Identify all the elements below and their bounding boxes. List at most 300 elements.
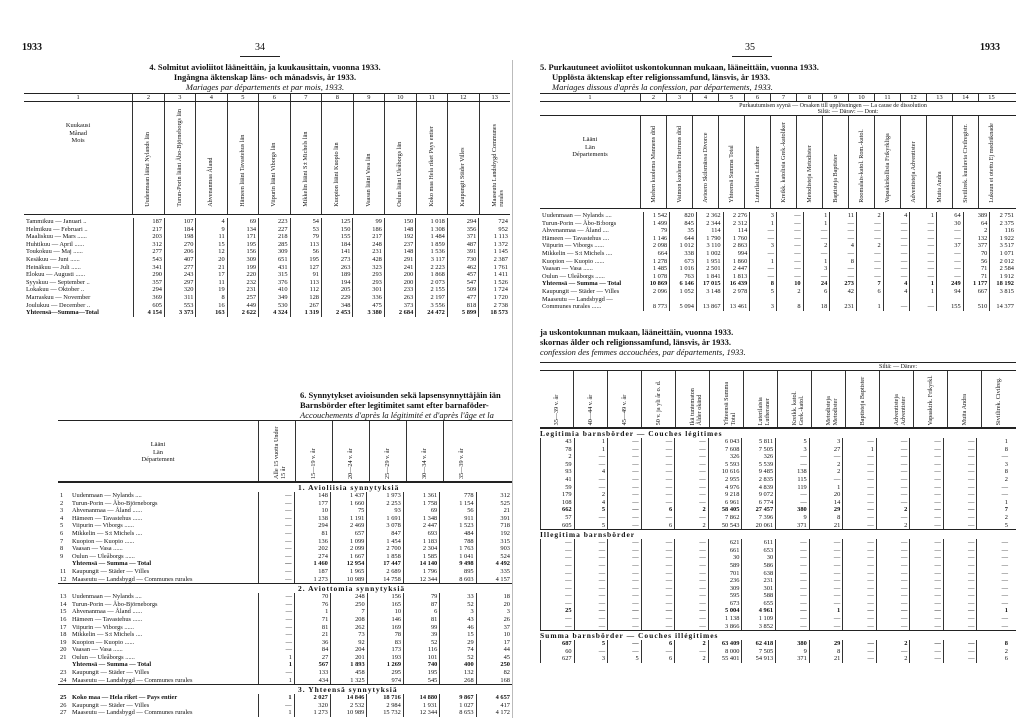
- column-header-text: Viipurin lääni Viborgs län: [270, 142, 278, 207]
- cell-value: —: [943, 615, 977, 623]
- cell-value: —: [675, 461, 709, 469]
- cell-value: 1 071: [990, 250, 1016, 258]
- cell-value: 2 684: [384, 309, 415, 317]
- cell-value: 24 472: [416, 309, 448, 317]
- cell-value: —: [608, 468, 642, 476]
- cell-value: —: [883, 220, 910, 228]
- cell-value: 8: [750, 280, 777, 288]
- cell-value: 1 760: [723, 235, 750, 243]
- cell-value: —: [883, 303, 910, 311]
- cell-value: 1 931: [403, 702, 439, 710]
- cell-value: 2 835: [742, 476, 776, 484]
- cell-value: —: [641, 547, 675, 555]
- right-year: 1933: [980, 42, 1000, 53]
- table-row: [58, 702, 512, 710]
- column-number: 5: [718, 94, 744, 101]
- cell-value: 311: [164, 294, 195, 302]
- cell-value: 323: [353, 264, 384, 272]
- column-header: [848, 116, 874, 208]
- cell-value: 605: [541, 522, 575, 530]
- cell-value: —: [574, 514, 608, 522]
- cell-value: 10: [776, 280, 803, 288]
- cell-value: 14 377: [990, 303, 1016, 311]
- row-label: Hämeen — Tavastehus ......: [71, 615, 143, 623]
- cell-value: 1 841: [696, 273, 723, 281]
- cell-value: —: [776, 273, 803, 281]
- table-row: [541, 453, 1011, 461]
- column-header: [822, 116, 848, 208]
- cell-value: —: [876, 476, 910, 484]
- cell-value: —: [876, 547, 910, 555]
- cell-value: —: [943, 491, 977, 499]
- cell-value: 657: [330, 530, 366, 538]
- table5: [540, 93, 1016, 311]
- column-header-text: Roomalais-katol. Rom.-katol.: [857, 129, 865, 203]
- cell-value: 81: [404, 616, 440, 624]
- cell-value: —: [910, 438, 944, 446]
- cell-value: 7 862: [708, 514, 742, 522]
- cell-value: —: [830, 220, 857, 228]
- cell-value: 10: [476, 631, 512, 639]
- column-header-text: Kuopion lääni Kuopio län: [333, 142, 341, 207]
- section-table: [58, 694, 512, 717]
- section-title: 3. Yhteensä synnytyksiä: [58, 684, 512, 694]
- cell-value: 1 145: [479, 248, 510, 256]
- cell-value: 1 146: [643, 235, 670, 243]
- cell-value: 297: [164, 279, 195, 287]
- cell-value: 26: [476, 616, 512, 624]
- cell-value: 1: [803, 258, 830, 266]
- cell-value: 2 863: [723, 242, 750, 250]
- cell-value: 18: [803, 303, 830, 311]
- row-number: 8: [60, 545, 64, 553]
- column-header-text: Oulun lääni Uleåborgs län: [396, 141, 404, 207]
- cell-value: —: [910, 607, 944, 615]
- table4-column-numbers: [24, 93, 510, 101]
- cell-value: 312: [133, 241, 164, 249]
- cell-value: 231: [742, 577, 776, 585]
- column-header: [709, 371, 743, 427]
- cell-value: —: [608, 453, 642, 461]
- cell-value: —: [675, 600, 709, 608]
- column-header-text: Yhteensä Summa Total: [722, 381, 737, 426]
- cell-value: 15: [196, 241, 227, 249]
- table-row: [24, 271, 510, 279]
- cell-value: 236: [708, 577, 742, 585]
- cell-value: 6 961: [708, 499, 742, 507]
- cell-value: 6: [641, 522, 675, 530]
- cell-value: 2 012: [990, 258, 1016, 266]
- table-row: [541, 640, 1011, 648]
- cell-value: —: [910, 547, 944, 555]
- section-table: [540, 438, 1010, 529]
- column-header-text: Alle 15 vuotta Under 15 år: [273, 426, 287, 479]
- cell-value: 6: [641, 506, 675, 514]
- row-label: Kuopion — Kuopio ......: [71, 537, 135, 545]
- cell-value: 10 989: [330, 576, 366, 584]
- cell-value: 14: [809, 499, 843, 507]
- cell-value: 115: [776, 476, 810, 484]
- cell-value: —: [843, 491, 877, 499]
- cell-value: 847: [367, 530, 403, 538]
- section-table: [58, 492, 512, 583]
- cell-value: 2 387: [479, 256, 510, 264]
- cell-value: 141: [321, 248, 352, 256]
- cell-value: 2 197: [416, 294, 448, 302]
- column-header-text: Baptisteja Baptister: [831, 154, 839, 203]
- column-number: 7: [290, 94, 321, 101]
- cell-value: —: [943, 484, 977, 492]
- table-row: [541, 585, 1011, 593]
- table5-span-cause: Purkautumisen syynä — Orsaken till upplösningen — La cause de dissolution: [540, 101, 1016, 109]
- cell-value: —: [675, 615, 709, 623]
- cell-value: 59: [541, 461, 575, 469]
- cell-value: 5: [574, 640, 608, 648]
- cell-value: 320: [164, 286, 195, 294]
- cell-value: 1 790: [696, 235, 723, 243]
- column-number: 4: [692, 94, 718, 101]
- cell-value: 3 373: [164, 309, 195, 317]
- cell-value: 3 148: [696, 288, 723, 296]
- section-title: Legitimia barnsbörder — Couches légitimes: [540, 428, 1016, 438]
- cell-value: —: [608, 461, 642, 469]
- column-header: [573, 371, 607, 427]
- cell-value: —: [943, 623, 977, 631]
- cell-value: —: [910, 468, 944, 476]
- table5-body: [540, 212, 1016, 311]
- cell-value: 81: [294, 530, 330, 538]
- cell-value: 3 380: [353, 309, 384, 317]
- column-header-text: Adventisteja Adventister: [892, 394, 907, 426]
- cell-value: 11: [830, 212, 857, 220]
- right-page-number: 35: [745, 42, 755, 53]
- cell-value: 2: [876, 640, 910, 648]
- cell-value: 127: [290, 264, 321, 272]
- table-row: [540, 235, 1016, 243]
- cell-value: —: [608, 623, 642, 631]
- table5-span-dont: Siltä: — Därav: — Dont:: [817, 109, 879, 115]
- cell-value: 195: [290, 256, 321, 264]
- cell-value: 1 922: [990, 235, 1016, 243]
- cell-value: 1 325: [331, 677, 367, 685]
- cell-value: —: [675, 468, 709, 476]
- table6-title: 6. Synnytykset avioisunden sekä lapsensynnyttäjäin iän: [300, 390, 501, 400]
- row-label: Kaupungit — Städer — Villes: [71, 567, 150, 575]
- column-number: 3: [164, 94, 195, 101]
- cell-value: 1 763: [440, 545, 476, 553]
- cell-value: —: [258, 492, 294, 500]
- cell-value: 1 372: [479, 241, 510, 249]
- row-label: Mikkelin — S:t Michels ....: [542, 249, 613, 257]
- cell-value: 44: [476, 646, 512, 654]
- cell-value: —: [608, 648, 642, 656]
- cell-value: [910, 296, 937, 304]
- cell-value: 2 689: [367, 568, 403, 576]
- cell-value: 3: [809, 438, 843, 446]
- column-header-text: 20—24 v. år: [347, 448, 354, 479]
- cell-value: 7 608: [708, 446, 742, 454]
- column-header: [321, 102, 352, 214]
- cell-value: —: [608, 585, 642, 593]
- cell-value: —: [977, 585, 1010, 593]
- cell-value: 54: [290, 218, 321, 226]
- cell-value: 2: [876, 506, 910, 514]
- column-number: 8: [796, 94, 822, 101]
- cell-value: —: [977, 491, 1010, 499]
- cell-value: 718: [476, 522, 512, 530]
- cell-value: —: [675, 585, 709, 593]
- column-header: [369, 421, 406, 481]
- cell-value: 273: [830, 280, 857, 288]
- cell-value: 4 976: [708, 484, 742, 492]
- cell-value: —: [936, 265, 963, 273]
- cell-value: —: [258, 639, 294, 647]
- cell-value: 693: [403, 530, 439, 538]
- cell-value: 627: [541, 655, 575, 663]
- column-header: [718, 116, 744, 208]
- cell-value: 201: [331, 654, 367, 662]
- cell-value: —: [541, 577, 575, 585]
- column-header: [443, 421, 480, 481]
- cell-value: —: [258, 601, 294, 609]
- row-number: 27: [60, 709, 67, 717]
- row-label: Ahvenanmaa — Åland ......: [71, 608, 143, 616]
- cell-value: —: [943, 499, 977, 507]
- cell-value: —: [843, 648, 877, 656]
- cell-value: 1: [258, 677, 294, 685]
- cell-value: 4: [883, 280, 910, 288]
- cell-value: 545: [404, 677, 440, 685]
- cell-value: 12 954: [330, 560, 366, 568]
- cell-value: 169: [367, 624, 403, 632]
- row-number: 21: [60, 653, 67, 661]
- cell-value: 200: [384, 271, 415, 279]
- cell-value: 1: [977, 438, 1010, 446]
- column-header-text: Siviilirek. Civilreg.: [994, 377, 1002, 426]
- cell-value: 1: [295, 608, 331, 616]
- table-row: [24, 294, 510, 302]
- cell-value: 2: [541, 453, 575, 461]
- cell-value: 50 543: [708, 522, 742, 530]
- cell-value: —: [641, 562, 675, 570]
- cell-value: 1 858: [367, 553, 403, 561]
- cell-value: 136: [294, 538, 330, 546]
- cell-value: —: [936, 227, 963, 235]
- row-label: Turun-Porin — Åbo-Björneborgs: [71, 600, 158, 608]
- cell-value: 20 061: [742, 522, 776, 530]
- cell-value: 2 978: [723, 288, 750, 296]
- cell-value: —: [843, 539, 877, 547]
- cell-value: —: [910, 592, 944, 600]
- cell-value: 64: [936, 212, 963, 220]
- row-number: [58, 661, 70, 669]
- column-header: [913, 371, 947, 427]
- column-header-text: Kreikk. katolisia Grek.-katoliker: [779, 122, 787, 203]
- cell-value: 5 094: [670, 303, 697, 311]
- cell-value: —: [876, 438, 910, 446]
- cell-value: —: [843, 592, 877, 600]
- cell-value: —: [541, 539, 575, 547]
- cell-value: —: [977, 554, 1010, 562]
- cell-value: —: [258, 646, 294, 654]
- cell-value: 911: [440, 515, 476, 523]
- cell-value: 1 720: [479, 294, 510, 302]
- cell-value: 155: [321, 233, 352, 241]
- cell-value: —: [843, 570, 877, 578]
- row-number: 1: [60, 492, 64, 499]
- cell-value: 2 375: [990, 220, 1016, 228]
- cell-value: —: [809, 562, 843, 570]
- cell-value: —: [943, 461, 977, 469]
- row-label: Kuopion — Kuopio ......: [71, 638, 135, 646]
- cell-value: 10 869: [643, 280, 670, 288]
- cell-value: 338: [670, 250, 697, 258]
- cell-value: —: [574, 607, 608, 615]
- cell-value: 475: [353, 302, 384, 310]
- cell-value: 553: [164, 302, 195, 310]
- row-number: 24: [60, 676, 67, 684]
- cell-value: 1 951: [696, 258, 723, 266]
- cell-value: —: [675, 592, 709, 600]
- cell-value: —: [943, 607, 977, 615]
- column-header-text: 25—29 v. år: [384, 448, 391, 479]
- cell-value: 4: [574, 468, 608, 476]
- cell-value: 335: [476, 568, 512, 576]
- cell-value: 1 973: [367, 492, 403, 500]
- cell-value: —: [977, 577, 1010, 585]
- cell-value: —: [675, 547, 709, 555]
- cell-value: 2 447: [403, 522, 439, 530]
- cell-value: —: [910, 258, 937, 266]
- cell-value: 4: [830, 242, 857, 250]
- column-header-text: Luterilaisia Lutheraner: [756, 397, 771, 426]
- column-header: [384, 102, 415, 214]
- cell-value: —: [776, 235, 803, 243]
- cell-value: 8 773: [643, 303, 670, 311]
- cell-value: 243: [164, 271, 195, 279]
- cell-value: 2 344: [696, 220, 723, 228]
- cell-value: 71: [963, 265, 990, 273]
- cell-value: 1: [910, 212, 937, 220]
- row-label: Ahvenanmaa — Åland ......: [71, 507, 143, 515]
- cell-value: —: [809, 570, 843, 578]
- column-header: [290, 102, 321, 214]
- cell-value: 410: [259, 286, 290, 294]
- cell-value: 107: [164, 218, 195, 226]
- cell-value: —: [910, 476, 944, 484]
- cell-value: 377: [963, 242, 990, 250]
- cell-value: 262: [331, 624, 367, 632]
- cell-value: —: [876, 648, 910, 656]
- cell-value: 8 653: [440, 709, 476, 717]
- cell-value: —: [876, 585, 910, 593]
- cell-value: 952: [479, 226, 510, 234]
- cell-value: —: [641, 446, 675, 454]
- cell-value: —: [675, 491, 709, 499]
- column-header: [132, 102, 163, 214]
- table-row: [541, 499, 1011, 507]
- table-row: [541, 484, 1011, 492]
- row-label: Ahvenanmaa — Åland ....: [542, 227, 609, 235]
- table-row: [58, 624, 512, 632]
- table6b-title-fr: confession des femmes accouchées, par départements, 1933.: [540, 347, 746, 357]
- cell-value: 1 536: [416, 248, 448, 256]
- cell-value: 2 098: [643, 242, 670, 250]
- cell-value: 3 078: [367, 522, 403, 530]
- cell-value: 274: [294, 553, 330, 561]
- cell-value: —: [843, 585, 877, 593]
- cell-value: 263: [384, 294, 415, 302]
- cell-value: 42: [830, 288, 857, 296]
- cell-value: —: [910, 250, 937, 258]
- cell-value: [643, 296, 670, 304]
- table-row: [540, 227, 1016, 235]
- column-header-text: Kaupungit Städer Villes: [459, 147, 467, 207]
- cell-value: 1 484: [416, 233, 448, 241]
- table-row: [541, 539, 1011, 547]
- cell-value: 487: [447, 241, 478, 249]
- cell-value: —: [541, 592, 575, 600]
- cell-value: 510: [963, 303, 990, 311]
- table4-title: 4. Solmitut avioliitot lääneittäin, ja kuukausittain, vuonna 1933.: [149, 62, 381, 72]
- cell-value: 1 526: [479, 279, 510, 287]
- row-number: 4: [60, 514, 64, 522]
- cell-value: —: [876, 499, 910, 507]
- cell-value: 2 223: [416, 264, 448, 272]
- cell-value: 202: [294, 545, 330, 553]
- cell-value: 18: [476, 593, 512, 601]
- column-header-text: Avioero Skilsmässa Divorce: [701, 132, 709, 203]
- cell-value: —: [876, 562, 910, 570]
- column-header: [926, 116, 952, 208]
- table-row: [58, 661, 512, 669]
- cell-value: 6 043: [708, 438, 742, 446]
- cell-value: 10: [367, 608, 403, 616]
- cell-value: 730: [447, 256, 478, 264]
- cell-value: 248: [353, 241, 384, 249]
- cell-value: 171: [227, 233, 258, 241]
- cell-value: —: [936, 250, 963, 258]
- cell-value: —: [843, 484, 877, 492]
- cell-value: [856, 296, 883, 304]
- row-label: Yhteensä — Summa — Total: [71, 560, 152, 568]
- cell-value: 407: [164, 256, 195, 264]
- cell-value: 113: [290, 279, 321, 287]
- cell-value: —: [608, 476, 642, 484]
- cell-value: 125: [321, 218, 352, 226]
- cell-value: 4: [883, 288, 910, 296]
- cell-value: —: [910, 235, 937, 243]
- cell-value: 8: [977, 640, 1010, 648]
- cell-value: 2: [809, 461, 843, 469]
- cell-value: 3: [750, 212, 777, 220]
- cell-value: 2 751: [990, 212, 1016, 220]
- cell-value: —: [541, 554, 575, 562]
- cell-value: —: [876, 484, 910, 492]
- cell-value: —: [809, 453, 843, 461]
- cell-value: 79: [290, 233, 321, 241]
- section-title: 2. Aviottomia synnytyksiä: [58, 583, 512, 593]
- cell-value: —: [608, 554, 642, 562]
- cell-value: 9: [196, 226, 227, 234]
- cell-value: 315: [259, 271, 290, 279]
- cell-value: 13 461: [723, 303, 750, 311]
- column-header: [777, 371, 811, 427]
- cell-value: 223: [259, 218, 290, 226]
- cell-value: 1 660: [330, 500, 366, 508]
- cell-value: 19: [196, 286, 227, 294]
- cell-value: 9 218: [708, 491, 742, 499]
